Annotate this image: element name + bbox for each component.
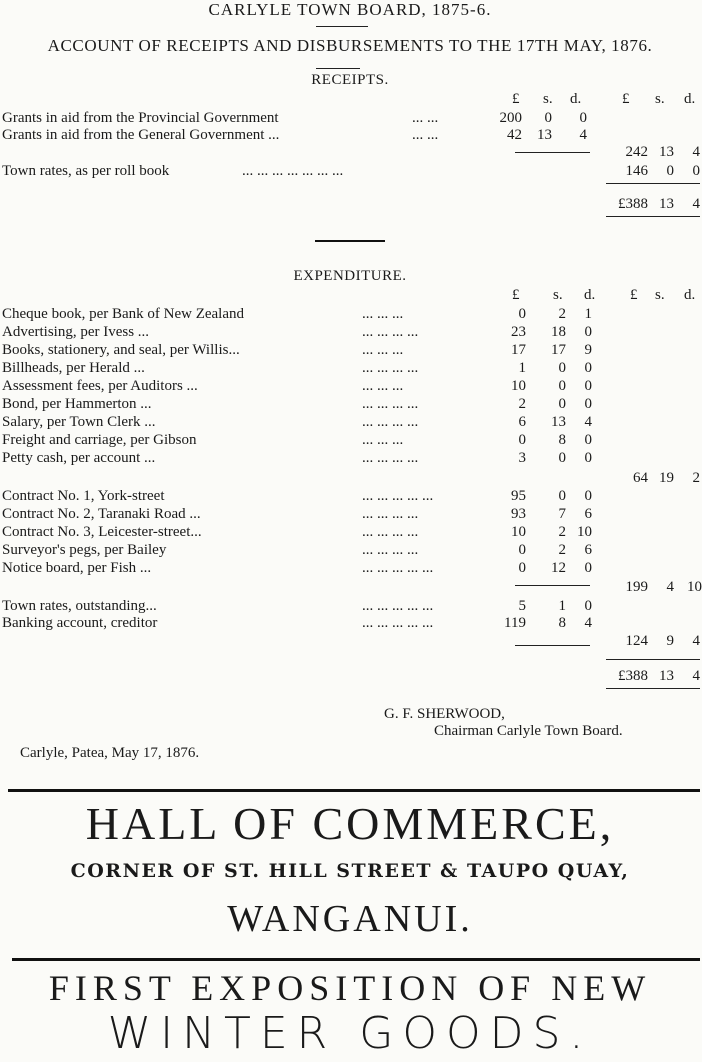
col-pounds: £	[512, 91, 520, 107]
advert-title: HALL OF COMMERCE,	[85, 798, 615, 849]
row-label: Cheque book, per Bank of New Zealand	[2, 306, 245, 322]
row-pence: 0	[584, 360, 592, 376]
expenditure-subtotal-row	[2, 579, 700, 595]
subtotal-pence: 0	[692, 163, 700, 179]
row-pounds: 119	[504, 615, 526, 631]
col-pence: d.	[584, 287, 596, 303]
row-label: Town rates, as per roll book	[2, 163, 170, 179]
row-label: Freight and carriage, per Gibson	[2, 432, 197, 448]
row-dots: ... ... ... ...	[362, 414, 419, 430]
row-label: Contract No. 2, Taranaki Road ...	[2, 506, 201, 522]
row-dots: ... ... ... ...	[362, 396, 419, 412]
row-pounds: 3	[518, 450, 526, 466]
advert-line1: FIRST EXPOSITION OF NEW	[48, 968, 652, 1008]
col-pence: d.	[570, 91, 582, 107]
row-shillings: 0	[558, 396, 566, 412]
row-shillings: 13	[551, 414, 566, 430]
row-pounds: 93	[511, 506, 526, 522]
row-pence: 4	[584, 615, 592, 631]
row-label: Bond, per Hammerton ...	[2, 396, 152, 412]
row-pence: 0	[584, 378, 592, 394]
subtotal-pounds: 124	[625, 633, 648, 649]
row-label: Grants in aid from the Provincial Government	[2, 110, 279, 126]
row-shillings: 0	[544, 110, 552, 126]
row-dots: ... ... ... ... ...	[362, 598, 434, 614]
receipt-row	[2, 163, 700, 179]
row-dots: ... ... ... ...	[362, 360, 419, 376]
row-dots: ... ... ... ... ...	[362, 615, 434, 631]
col-pounds-total: £	[622, 91, 630, 107]
section-rule	[315, 240, 385, 242]
row-pounds: 23	[511, 324, 526, 340]
row-shillings: 18	[551, 324, 566, 340]
row-pounds: 6	[518, 414, 526, 430]
row-label: Contract No. 1, York-street	[2, 488, 165, 504]
row-shillings: 8	[558, 432, 566, 448]
divider	[606, 659, 700, 660]
row-pence: 0	[584, 450, 592, 466]
row-pence: 0	[584, 324, 592, 340]
divider	[606, 216, 700, 217]
row-shillings: 0	[558, 450, 566, 466]
row-pence: 4	[584, 414, 592, 430]
receipts-heading: RECEIPTS.	[311, 72, 389, 88]
row-dots: ... ... ... ... ...	[362, 560, 434, 576]
row-shillings: 13	[537, 127, 552, 143]
expenditure-row	[2, 524, 700, 540]
row-label: Salary, per Town Clerk ...	[2, 414, 156, 430]
row-pounds: 1	[518, 360, 526, 376]
row-dots: ... ... ...	[362, 378, 404, 394]
row-label: Advertising, per Ivess ...	[2, 324, 150, 340]
subtotal-pounds: 199	[625, 579, 648, 595]
expenditure-row	[2, 615, 700, 631]
expenditure-row	[2, 396, 700, 412]
col-shillings-total: s.	[655, 91, 665, 107]
col-shillings: s.	[553, 287, 563, 303]
row-dots: ... ... ... ...	[362, 324, 419, 340]
expenditure-column-headers	[0, 287, 700, 303]
subtotal-pounds: 64	[633, 470, 648, 486]
row-pounds: 0	[518, 542, 526, 558]
row-shillings: 7	[558, 506, 566, 522]
row-label: Billheads, per Herald ...	[2, 360, 145, 376]
row-shillings: 0	[558, 360, 566, 376]
row-label: Grants in aid from the General Government ...	[2, 127, 280, 143]
row-dots: ... ... ...	[362, 306, 404, 322]
receipt-row	[2, 110, 700, 126]
expenditure-row	[2, 598, 700, 614]
row-label: Books, stationery, and seal, per Willis...	[2, 342, 240, 358]
col-pounds: £	[512, 287, 520, 303]
row-shillings: 1	[558, 598, 566, 614]
divider	[606, 183, 700, 184]
row-shillings: 17	[551, 342, 566, 358]
row-pounds: 42	[507, 127, 522, 143]
row-shillings: 8	[558, 615, 566, 631]
divider	[606, 688, 700, 689]
subtotal-shillings: 4	[666, 579, 674, 595]
expenditure-row	[2, 378, 700, 394]
row-pence: 0	[584, 488, 592, 504]
col-shillings-total: s.	[655, 287, 665, 303]
row-pounds: 0	[518, 306, 526, 322]
row-pence: 6	[584, 506, 592, 522]
row-pounds: 10	[511, 524, 526, 540]
subtotal-shillings: 13	[659, 144, 674, 160]
row-dots: ... ... ... ... ...	[362, 488, 434, 504]
receipts-column-headers	[0, 91, 700, 107]
row-dots: ... ...	[412, 110, 439, 126]
place-date: Carlyle, Patea, May 17, 1876.	[20, 745, 200, 761]
row-shillings: 0	[558, 488, 566, 504]
row-dots: ... ... ...	[362, 432, 404, 448]
divider	[316, 68, 360, 69]
signatory-role: Chairman Carlyle Town Board.	[434, 723, 623, 739]
row-pence: 4	[579, 127, 587, 143]
divider	[316, 26, 368, 27]
expenditure-row	[2, 432, 700, 448]
subtotal-pounds: 242	[625, 144, 648, 160]
row-dots: ... ... ... ... ... ... ...	[242, 163, 344, 179]
col-pence-total: d.	[684, 91, 696, 107]
total-pounds: £388	[618, 196, 648, 212]
subtotal-pence: 4	[692, 144, 700, 160]
col-pence-total: d.	[684, 287, 696, 303]
receipt-row	[2, 127, 700, 143]
advert-address: CORNER OF ST. HILL STREET & TAUPO QUAY,	[70, 860, 630, 882]
row-pence: 0	[584, 432, 592, 448]
row-pence: 0	[579, 110, 587, 126]
col-shillings: s.	[543, 91, 553, 107]
col-pounds-total: £	[630, 287, 638, 303]
row-pounds: 0	[518, 432, 526, 448]
row-pence: 0	[584, 560, 592, 576]
row-pounds: 5	[518, 598, 526, 614]
expenditure-row	[2, 560, 700, 576]
row-pence: 10	[577, 524, 592, 540]
total-shillings: 13	[659, 668, 674, 684]
total-shillings: 13	[659, 196, 674, 212]
page-title: CARLYLE TOWN BOARD, 1875-6.	[208, 0, 492, 19]
receipt-total-row	[2, 196, 700, 212]
expenditure-row	[2, 488, 700, 504]
row-pence: 6	[584, 542, 592, 558]
row-label: Contract No. 3, Leicester-street...	[2, 524, 202, 540]
row-label: Banking account, creditor	[2, 615, 158, 631]
row-shillings: 0	[558, 378, 566, 394]
row-pence: 9	[584, 342, 592, 358]
row-dots: ... ...	[412, 127, 439, 143]
subtotal-pounds: 146	[625, 163, 648, 179]
row-pounds: 10	[511, 378, 526, 394]
subtotal-pence: 2	[692, 470, 700, 486]
row-label: Assessment fees, per Auditors ...	[2, 378, 198, 394]
row-dots: ... ... ... ...	[362, 450, 419, 466]
total-pence: 4	[692, 668, 700, 684]
advert-city: WANGANUI.	[227, 898, 473, 940]
row-pence: 0	[584, 598, 592, 614]
advert-line2: WINTER GOODS.	[107, 1008, 593, 1059]
expenditure-subtotal-row	[2, 470, 700, 486]
expenditure-row	[2, 414, 700, 430]
expenditure-row	[2, 342, 700, 358]
expenditure-row	[2, 542, 700, 558]
total-pence: 4	[692, 196, 700, 212]
expenditure-row	[2, 506, 700, 522]
expenditure-total-row	[2, 668, 700, 684]
expenditure-row	[2, 360, 700, 376]
subtotal-shillings: 0	[666, 163, 674, 179]
expenditure-heading: EXPENDITURE.	[293, 268, 407, 284]
row-pounds: 95	[511, 488, 526, 504]
expenditure-row	[2, 450, 700, 466]
row-dots: ... ... ... ...	[362, 524, 419, 540]
expenditure-subtotal-row	[2, 633, 700, 649]
section-rule	[12, 958, 700, 961]
row-label: Notice board, per Fish ...	[2, 560, 152, 576]
row-dots: ... ... ...	[362, 342, 404, 358]
signatory-name: G. F. SHERWOOD,	[384, 706, 505, 722]
total-pounds: £388	[618, 668, 648, 684]
row-shillings: 2	[558, 524, 566, 540]
row-label: Surveyor's pegs, per Bailey	[2, 542, 167, 558]
expenditure-row	[2, 306, 700, 322]
row-shillings: 2	[558, 542, 566, 558]
row-label: Petty cash, per account ...	[2, 450, 156, 466]
subtotal-shillings: 19	[659, 470, 674, 486]
row-pounds: 2	[518, 396, 526, 412]
row-pence: 1	[584, 306, 592, 322]
section-rule	[8, 789, 700, 792]
row-label: Town rates, outstanding...	[2, 598, 157, 614]
row-pounds: 17	[511, 342, 526, 358]
receipt-subtotal-row	[2, 144, 700, 160]
row-shillings: 2	[558, 306, 566, 322]
row-pence: 0	[584, 396, 592, 412]
subtotal-shillings: 9	[666, 633, 674, 649]
row-shillings: 12	[551, 560, 566, 576]
row-dots: ... ... ... ...	[362, 506, 419, 522]
row-pounds: 0	[518, 560, 526, 576]
subtotal-pence: 4	[692, 633, 700, 649]
account-title: ACCOUNT OF RECEIPTS AND DISBURSEMENTS TO THE 17TH MAY, 1876.	[47, 36, 653, 55]
row-dots: ... ... ... ...	[362, 542, 419, 558]
row-pounds: 200	[499, 110, 522, 126]
subtotal-pence: 10	[687, 579, 702, 595]
expenditure-row	[2, 324, 700, 340]
